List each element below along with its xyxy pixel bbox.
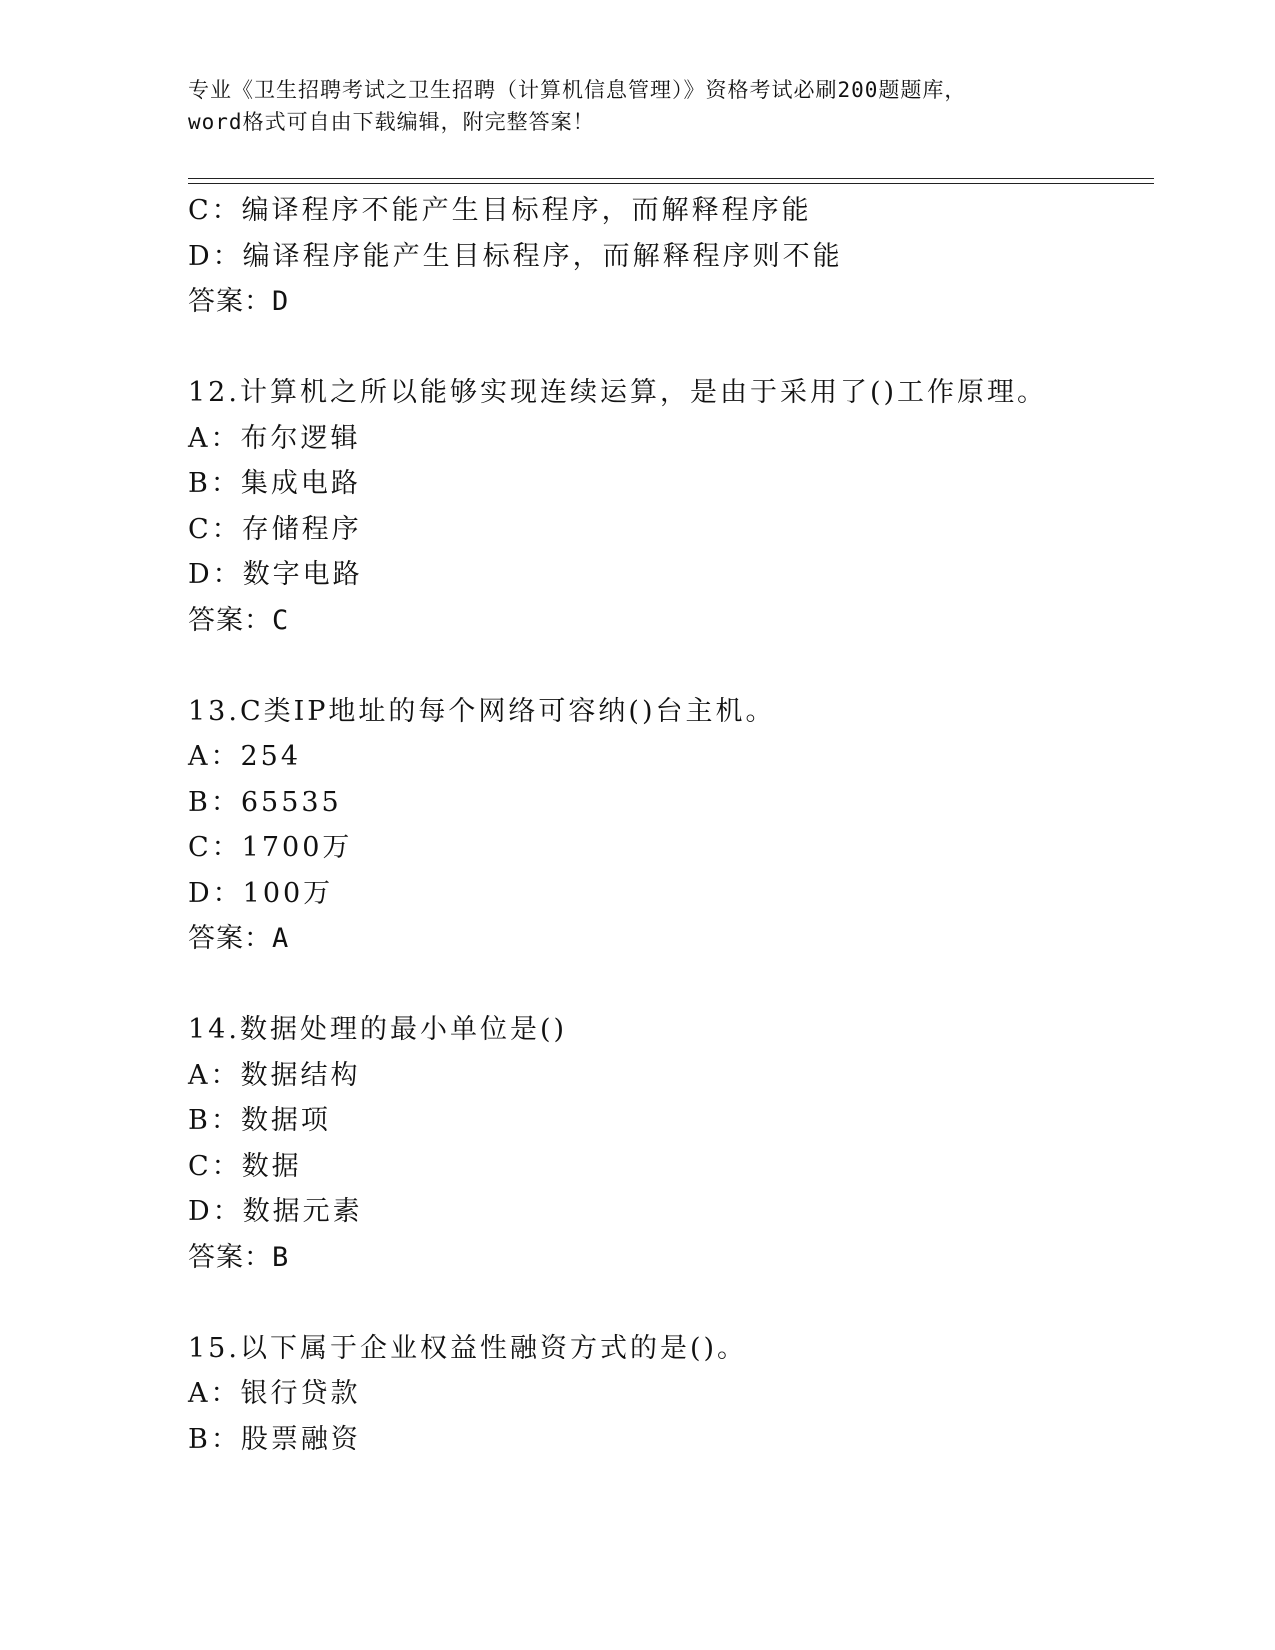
- answer: 答案：C: [188, 604, 290, 636]
- document-header: [188, 74, 1088, 138]
- option-c: C：数据: [188, 1150, 302, 1182]
- option-a: A：布尔逻辑: [188, 422, 361, 454]
- answer: 答案：A: [188, 923, 290, 954]
- question-text: 15.以下属于企业权益性融资方式的是()。: [188, 1332, 748, 1364]
- option-b: B：股票融资: [188, 1423, 361, 1455]
- question-content: [188, 188, 1148, 1462]
- answer: 答案：B: [188, 1241, 290, 1273]
- answer: 答案：D: [188, 286, 290, 317]
- spacer: [188, 1280, 1148, 1326]
- option-b: B：数据项: [188, 1105, 331, 1136]
- option-c: C：存储程序: [188, 513, 362, 545]
- option-b: B：集成电路: [188, 468, 361, 499]
- question-text: 12.计算机之所以能够实现连续运算，是由于采用了()工作原理。: [188, 377, 1048, 408]
- header-line-2: word格式可自由下载编辑，附完整答案！: [188, 110, 595, 134]
- option-d: D：数据元素: [188, 1196, 363, 1227]
- option-a: A：银行贷款: [188, 1378, 361, 1409]
- option-d: D：数字电路: [188, 559, 363, 590]
- question-text: 14.数据处理的最小单位是(): [188, 1014, 568, 1045]
- spacer: [188, 643, 1148, 689]
- option-d: D：100万: [188, 877, 334, 909]
- option-b: B：65535: [188, 786, 342, 818]
- option-c: C：1700万: [188, 832, 353, 863]
- spacer: [188, 325, 1148, 371]
- option-d: D：编译程序能产生目标程序，而解释程序则不能: [188, 240, 843, 272]
- option-a: A：254: [188, 741, 302, 772]
- header-line-1: 专业《卫生招聘考试之卫生招聘（计算机信息管理）》资格考试必刷200题题库，: [188, 78, 967, 102]
- spacer: [188, 962, 1148, 1008]
- question-text: 13.C类IP地址的每个网络可容纳()台主机。: [188, 695, 776, 727]
- header-divider-top: [188, 178, 1154, 179]
- option-a: A：数据结构: [188, 1059, 361, 1091]
- option-c: C：编译程序不能产生目标程序，而解释程序能: [188, 195, 812, 226]
- header-divider-bottom: [188, 183, 1154, 184]
